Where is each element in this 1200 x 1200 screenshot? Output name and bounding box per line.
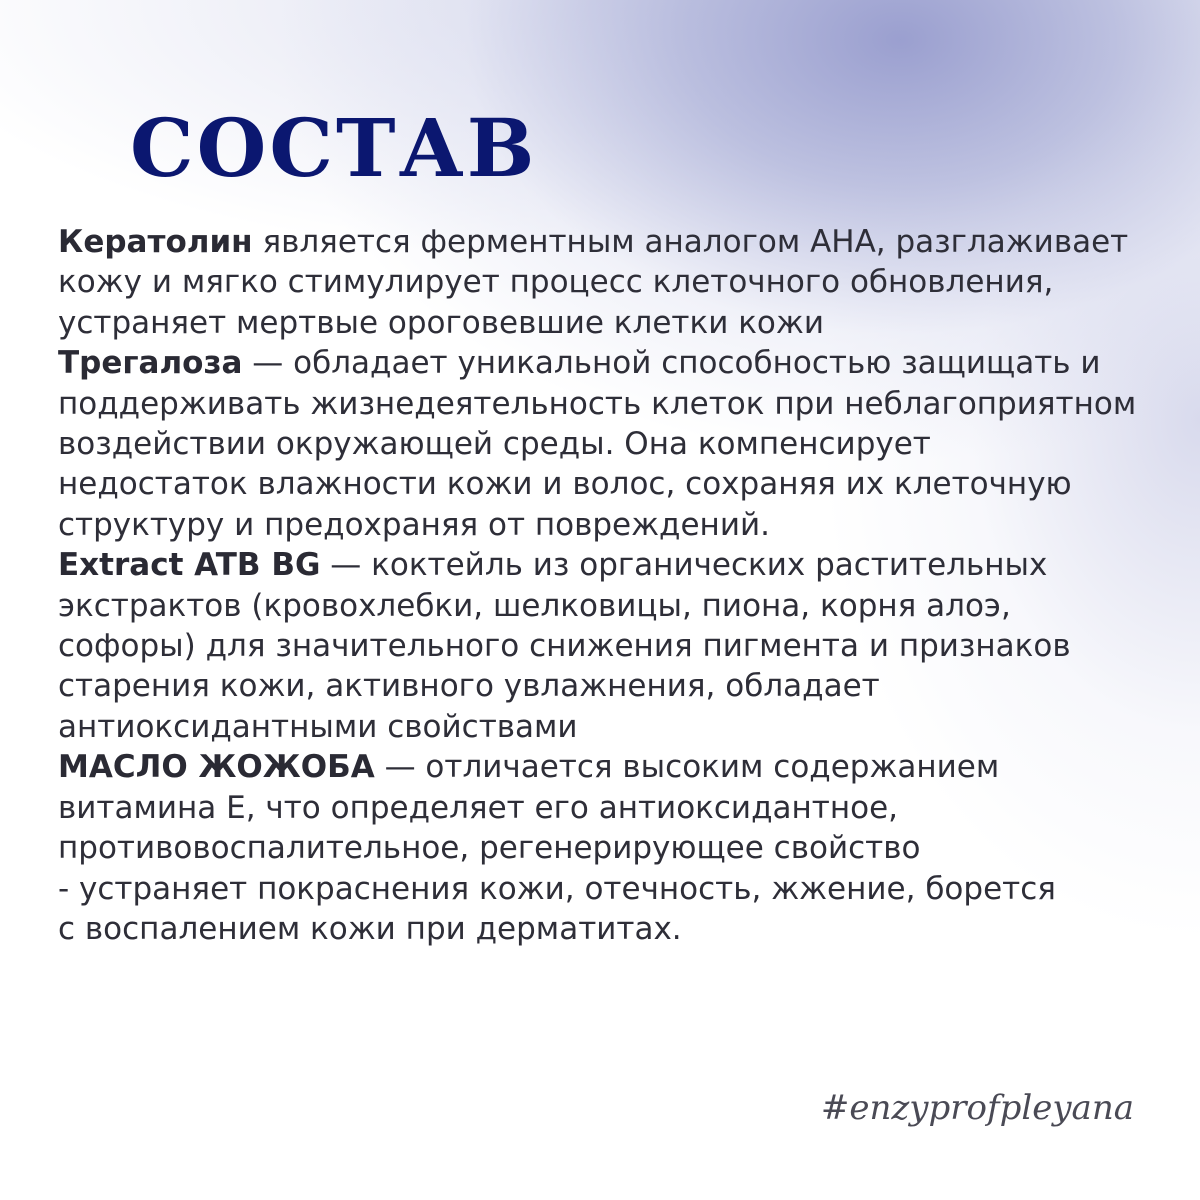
ingredient-text-line: поддерживать жизнедеятельность клеток при неблагоприятном	[58, 385, 1137, 422]
ingredient-text-line: - устраняет покраснения кожи, отечность, жжение, борется	[58, 870, 1056, 907]
ingredient-name: Кератолин	[58, 224, 253, 260]
ingredient-text: — коктейль из органических растительных	[320, 547, 1048, 584]
ingredient-text-line: с воспалением кожи при дерматитах.	[58, 910, 682, 947]
hashtag: #enzyprofpleyana	[820, 1088, 1134, 1128]
ingredient-text-line: софоры) для значительного снижения пигмента и признаков	[58, 628, 1071, 665]
ingredient-first-line	[58, 343, 1168, 383]
ingredient-text-line: витамина Е, что определяет его антиоксидантное,	[58, 789, 898, 826]
ingredient-text-line: кожу и мягко стимулирует процесс клеточного обновления,	[58, 264, 1054, 301]
ingredient-text-line: старения кожи, активного увлажнения, обладает	[58, 668, 880, 705]
ingredient-first-line	[58, 545, 1168, 585]
ingredient-first-line	[58, 747, 1168, 787]
ingredients-list	[58, 222, 1168, 949]
ingredient-text-line: недостаток влажности кожи и волос, сохраняя их клеточную	[58, 466, 1072, 503]
ingredient-name: МАСЛО ЖОЖОБА	[58, 749, 375, 786]
ingredient-jojoba-oil	[58, 747, 1168, 949]
ingredient-text-line: структуру и предохраняя от повреждений.	[58, 506, 770, 543]
ingredient-text-line: воздействии окружающей среды. Она компенсирует	[58, 426, 931, 463]
ingredient-text-line: антиоксидантными свойствами	[58, 708, 578, 745]
ingredient-text-line: противовоспалительное, регенерирующее свойство	[58, 830, 921, 867]
ingredient-name: Трегалоза	[58, 345, 243, 382]
ingredient-trehalose	[58, 343, 1168, 545]
page-title: СОСТАВ	[130, 101, 538, 195]
ingredient-text: — отличается высоким содержанием	[374, 749, 1000, 786]
ingredient-text-line: устраняет мертвые ороговевшие клетки кожи	[58, 304, 824, 341]
ingredient-text: — обладает уникальной способностью защищать и	[242, 345, 1101, 382]
ingredient-first-line	[58, 222, 1168, 262]
ingredient-name: Extract ATB BG	[58, 547, 321, 584]
ingredient-text: является ферментным аналогом АНА, разглаживает	[252, 224, 1129, 260]
ingredient-keratolin	[58, 222, 1168, 343]
ingredient-text-line: экстрактов (кровохлебки, шелковицы, пиона, корня алоэ,	[58, 587, 1011, 624]
ingredient-extract-atb-bg	[58, 545, 1168, 747]
